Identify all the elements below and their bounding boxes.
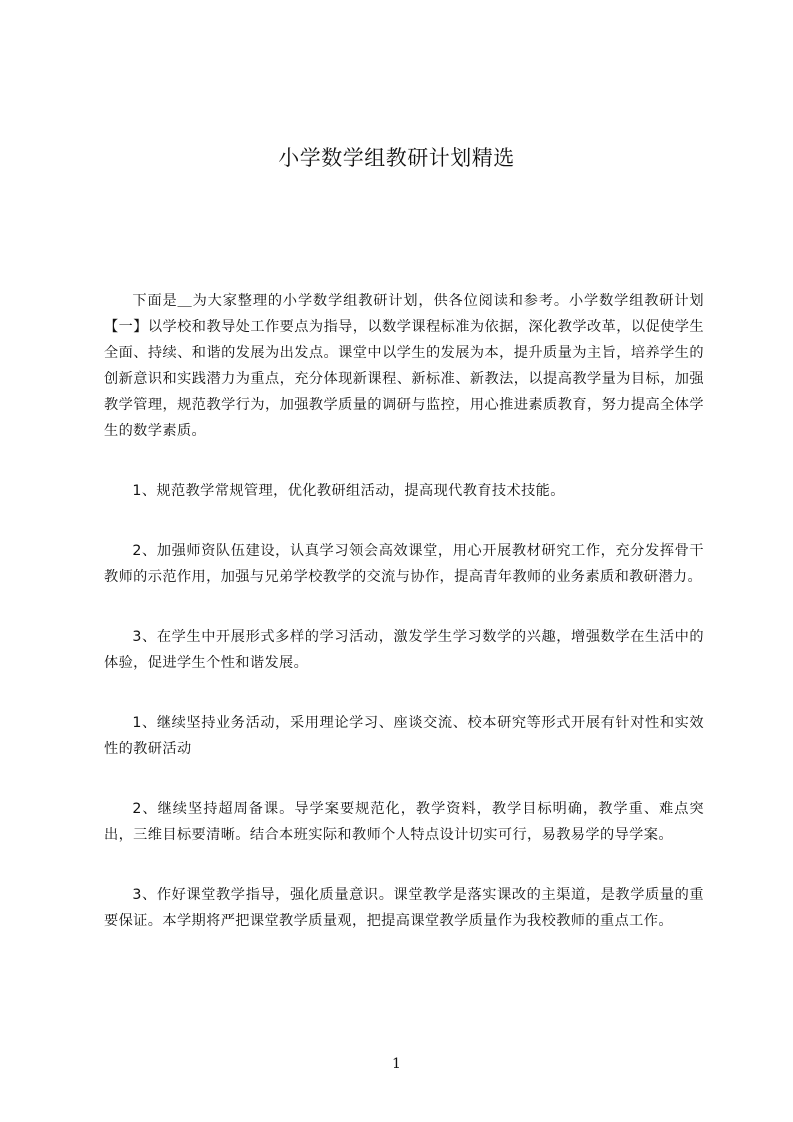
paragraph-item-3: 3、在学生中开展形式多样的学习活动，激发学生学习数学的兴趣，增强数学在生活中的体验，促进学生个性和谐发展。 — [104, 629, 704, 671]
paragraph-intro: 下面是＿为大家整理的小学数学组教研计划，供各位阅读和参考。小学数学组教研计划【一】以学校和教导处工作要点为指导，以数学课程标准为依据，深化教学改革，以促使学生全面、持续、和谐的发展为出发点。课堂中以学生的发展为本，提升质量为主旨，培养学生的创新意识和实践潜力为重点，充分体现新课程、新标准、新教法，以提高教学量为目标，加强教学管理，规范教学行为，加强教学质量的调研与监控，用心推进素质教育，努力提高全体学生的数学素质。 — [104, 293, 704, 439]
paragraph-item-4: 1、继续坚持业务活动，采用理论学习、座谈交流、校本研究等形式开展有针对性和实效性的教研活动 — [104, 715, 704, 757]
document-body — [104, 288, 704, 968]
document-title: 小学数学组教研计划精选 — [278, 146, 515, 170]
page-number: 1 — [392, 1056, 401, 1072]
paragraph-item-6: 3、作好课堂教学指导，强化质量意识。课堂教学是落实课改的主渠道，是教学质量的重要保证。本学期将严把课堂教学质量观，把提高课堂教学质量作为我校教师的重点工作。 — [104, 887, 704, 929]
paragraph-item-5: 2、继续坚持超周备课。导学案要规范化，教学资料，教学目标明确，教学重、难点突出，三维目标要清晰。结合本班实际和教师个人特点设计切实可行，易教易学的导学案。 — [104, 801, 704, 843]
paragraph-item-2: 2、加强师资队伍建设，认真学习领会高效课堂，用心开展教材研究工作，充分发挥骨干教师的示范作用，加强与兄弟学校教学的交流与协作，提高青年教师的业务素质和教研潜力。 — [104, 543, 704, 585]
paragraph-item-1: 1、规范教学常规管理，优化教研组活动，提高现代教育技术技能。 — [132, 483, 565, 499]
